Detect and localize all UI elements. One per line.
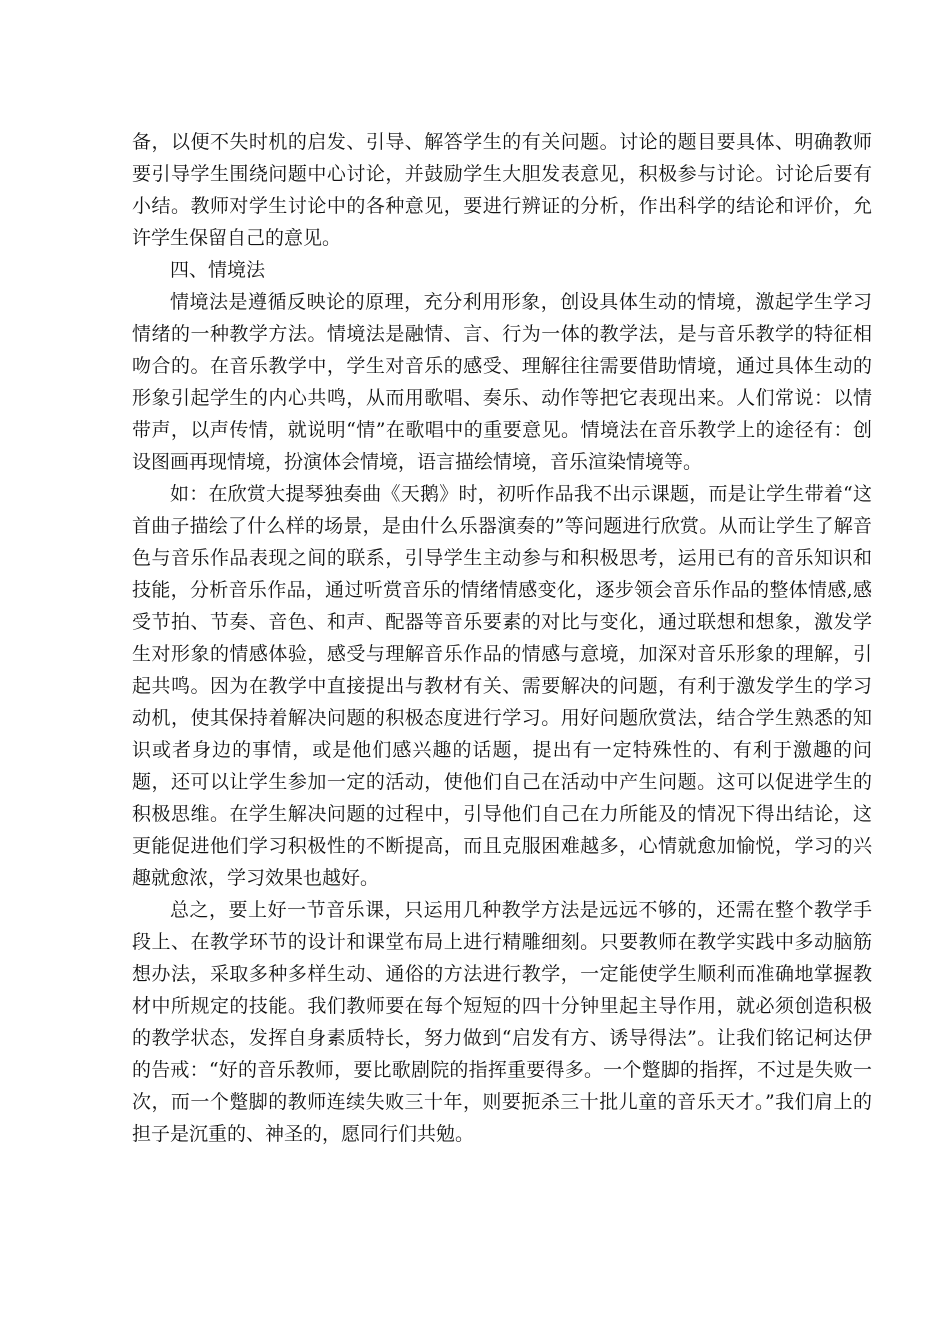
document-body (132, 126, 872, 1150)
paragraph-situation-method: 情境法是遵循反映论的原理，充分利用形象，创设具体生动的情境，激起学生学习情绪的一种教学方法。情境法是融情、言、行为一体的教学法，是与音乐教学的特征相吻合的。在音乐教学中，学生对音乐的感受、理解往往需要借助情境，通过具体生动的形象引起学生的内心共鸣，从而用歌唱、奏乐、动作等把它表现出来。人们常说：以情带声，以声传情，就说明“情”在歌唱中的重要意见。情境法在音乐教学上的途径有：创设图画再现情境，扮演体会情境，语言描绘情境，音乐渲染情境等。 (132, 291, 872, 473)
paragraph-continuation: 备，以便不失时机的启发、引导、解答学生的有关问题。讨论的题目要具体、明确教师要引导学生围绕问题中心讨论，并鼓励学生大胆发表意见，积极参与讨论。讨论后要有小结。教师对学生讨论中的各种意见，要进行辨证的分析，作出科学的结论和评价，允许学生保留自己的意见。 (132, 131, 872, 249)
paragraph-example: 如：在欣赏大提琴独奏曲《天鹅》时，初听作品我不出示课题，而是让学生带着“这首曲子描绘了什么样的场景，是由什么乐器演奏的”等问题进行欣赏。从而让学生了解音色与音乐作品表现之间的联系，引导学生主动参与和积极思考，运用已有的音乐知识和技能，分析音乐作品，通过听赏音乐的情绪情感变化，逐步领会音乐作品的整体情感,感受节拍、节奏、音色、和声、配器等音乐要素的对比与变化，通过联想和想象，激发学生对形象的情感体验，感受与理解音乐作品的情感与意境，加深对音乐形象的理解，引起共鸣。因为在教学中直接提出与教材有关、需要解决的问题，有利于激发学生的学习动机，使其保持着解决问题的积极态度进行学习。用好问题欣赏法，结合学生熟悉的知识或者身边的事情，或是他们感兴趣的话题，提出有一定特殊性的、有利于激趣的问题，还可以让学生参加一定的活动，使他们自己在活动中产生问题。这可以促进学生的积极思维。在学生解决问题的过程中，引导他们自己在力所能及的情况下得出结论，这更能促进他们学习积极性的不断提高，而且克服困难越多，心情就愈加愉悦，学习的兴趣就愈浓，学习效果也越好。 (132, 483, 872, 889)
paragraph-conclusion: 总之，要上好一节音乐课，只运用几种教学方法是远远不够的，还需在整个教学手段上、在教学环节的设计和课堂布局上进行精雕细刻。只要教师在教学实践中多动脑筋想办法，采取多种多样生动、通俗的方法进行教学，一定能使学生顺利而准确地掌握教材中所规定的技能。我们教师要在每个短短的四十分钟里起主导作用，就必须创造积极的教学状态，发挥自身素质特长，努力做到“启发有方、诱导得法”。让我们铭记柯达伊的告戒：“好的音乐教师，要比歌剧院的指挥重要得多。一个蹩脚的指挥，不过是失败一次，而一个蹩脚的教师连续失败三十年，则要扼杀三十批儿童的音乐天才。”我们肩上的担子是沉重的、神圣的，愿同行们共勉。 (132, 899, 872, 1145)
section-heading: 四、情境法 (170, 259, 266, 281)
